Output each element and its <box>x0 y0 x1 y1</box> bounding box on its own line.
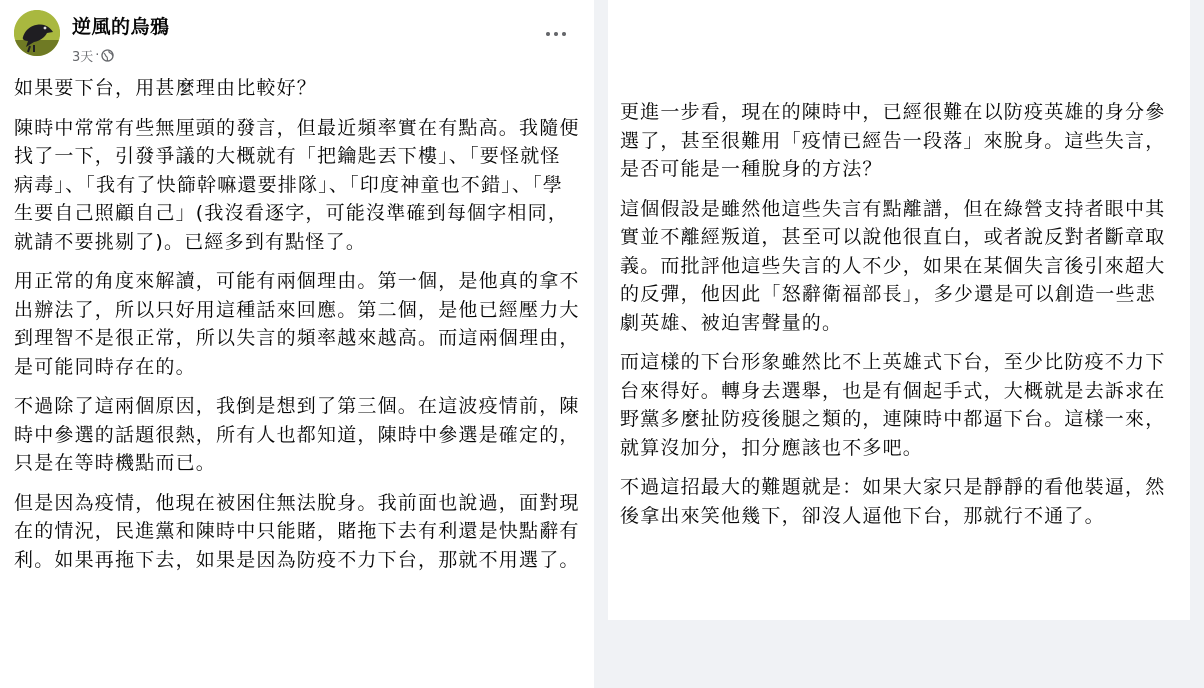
post-card <box>0 0 594 688</box>
globe-icon <box>101 49 114 62</box>
paragraph: 而這樣的下台形象雖然比不上英雄式下台，至少比防疫不力下台來得好。轉身去選舉，也是有個起手式，大概就是去訴求在野黨多麼扯防疫後腿之類的，連陳時中都逼下台。這樣一來，就算沒加分，扣分應該也不多吧。 <box>620 351 1166 459</box>
post-text-right <box>620 98 1176 541</box>
crow-avatar-icon <box>14 10 60 56</box>
post-continuation-card <box>608 0 1190 620</box>
paragraph: 陳時中常常有些無厘頭的發言，但最近頻率實在有點高。我隨便找了一下，引發爭議的大概就有「把鑰匙丟下樓」、「要怪就怪病毒」、「我有了快篩幹嘛還要排隊」、「印度神童也不錯」、「學生要自己照顧自己」(我沒看逐字，可能沒準確到每個字相同，就請不要挑剔了)。已經多到有點怪了。 <box>14 116 580 253</box>
post-time[interactable]: 3天 <box>72 50 94 65</box>
paragraph: 不過這招最大的難題就是：如果大家只是靜靜的看他裝逼，然後拿出來笑他幾下，卻沒人逼他下台，那就行不通了。 <box>620 476 1166 527</box>
post-header <box>14 10 584 68</box>
more-options-icon[interactable] <box>538 20 574 48</box>
author-name[interactable]: 逆風的烏鴉 <box>72 16 170 38</box>
paragraph: 更進一步看，現在的陳時中，已經很難在以防疫英雄的身分參選了，甚至很難用「疫情已經告一段落」來脫身。這些失言，是否可能是一種脫身的方法？ <box>620 101 1166 180</box>
meta-separator: · <box>95 48 100 63</box>
paragraph: 如果要下台，用甚麼理由比較好？ <box>14 77 318 99</box>
post-text-left <box>14 74 580 585</box>
avatar[interactable] <box>14 10 60 56</box>
paragraph: 不過除了這兩個原因，我倒是想到了第三個。在這波疫情前，陳時中參選的話題很熱，所有人也都知道，陳時中參選是確定的，只是在等時機點而已。 <box>14 395 580 474</box>
paragraph: 但是因為疫情，他現在被困住無法脫身。我前面也說過，面對現在的情況，民進黨和陳時中只能賭，賭拖下去有利還是快點辭有利。如果再拖下去，如果是因為防疫不力下台，那就不用選了。 <box>14 491 580 571</box>
paragraph: 這個假設是雖然他這些失言有點離譜，但在綠營支持者眼中其實並不離經叛道，甚至可以說他很直白，或者說反對者斷章取義。而批評他這些失言的人不少，如果在某個失言後引來超大的反彈，他因此「怒辭衛福部長」，多少還是可以創造一些悲劇英雄、被迫害聲量的。 <box>620 197 1166 334</box>
post-meta <box>72 46 114 65</box>
paragraph: 用正常的角度來解讀，可能有兩個理由。第一個，是他真的拿不出辦法了，所以只好用這種話來回應。第二個，是他已經壓力大到理智不是很正常，所以失言的頻率越來越高。而這兩個理由，是可能同時存在的。 <box>14 270 580 378</box>
